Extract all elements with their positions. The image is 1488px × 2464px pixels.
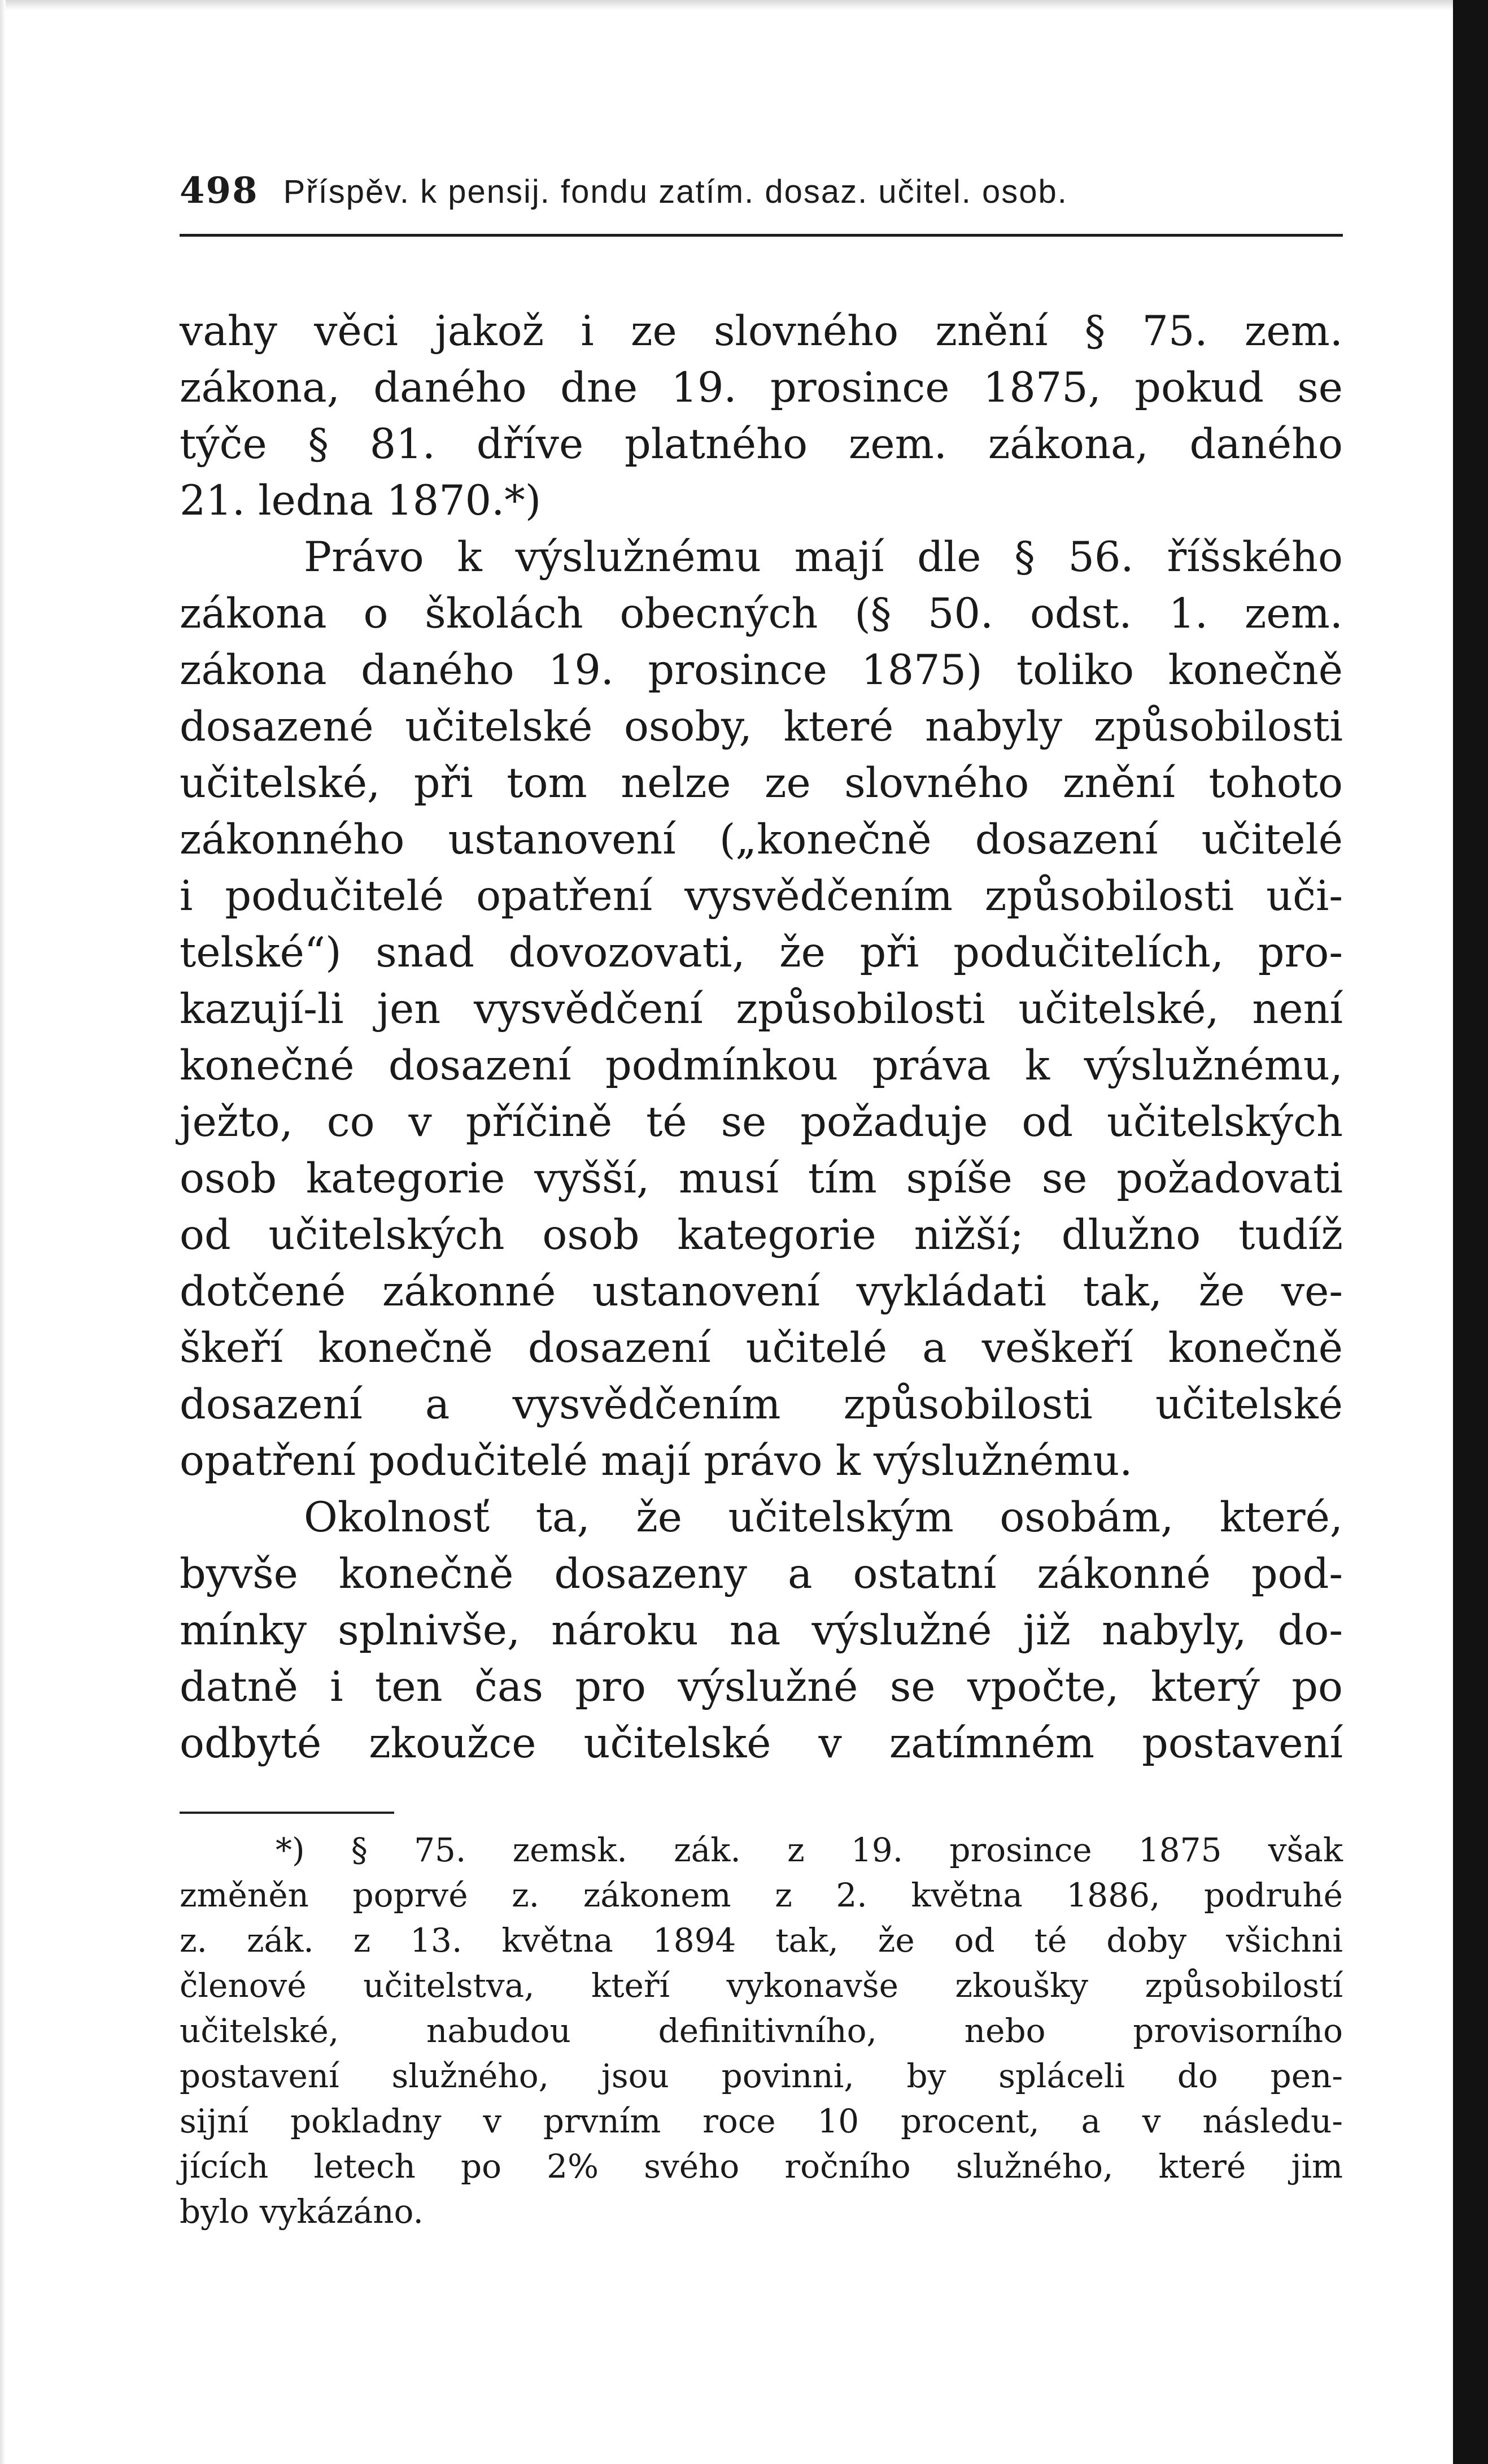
footnote-line: jících letech po 2% svého ročního služného, které jim	[180, 2147, 1343, 2186]
text-line: od učitelských osob kategorie nižší; dlužno tudíž	[180, 1211, 1343, 1259]
text-line: telské“) snad dovozovati, že při podučitelích, pro-	[180, 929, 1343, 977]
text-line: týče § 81. dříve platného zem. zákona, daného	[180, 420, 1343, 468]
scan-top-edge	[0, 0, 1488, 10]
text-line: dosazené učitelské osoby, které nabyly způsobilosti	[180, 703, 1343, 751]
text-line: Právo k výslužnému mají dle § 56. říšského	[304, 533, 1343, 581]
text-line: zákona o školách obecných (§ 50. odst. 1. zem.	[180, 590, 1343, 638]
running-title: Příspěv. k pensij. fondu zatím. dosaz. učitel. osob.	[283, 173, 1068, 210]
text-line: i podučitelé opatření vysvědčením způsobilosti uči-	[180, 872, 1343, 920]
text-line: Okolnosť ta, že učitelským osobám, které,	[304, 1494, 1343, 1542]
text-line: osob kategorie vyšší, musí tím spíše se požadovati	[180, 1155, 1343, 1203]
page-number: 498	[180, 169, 259, 212]
text-line: zákona daného 19. prosince 1875) toliko konečně	[180, 646, 1343, 694]
footnote-line: sijní pokladny v prvním roce 10 procent, a v následu-	[180, 2102, 1343, 2140]
running-head	[180, 169, 1343, 237]
main-text	[180, 303, 1343, 1772]
text-line: 21. ledna 1870.*)	[180, 477, 542, 525]
footnote-line: *) § 75. zemsk. zák. z 19. prosince 1875 však	[276, 1831, 1343, 1869]
text-line: učitelské, při tom nelze ze slovného znění tohoto	[180, 759, 1343, 807]
text-line: zákona, daného dne 19. prosince 1875, pokud se	[180, 364, 1343, 412]
footnote-line: postavení služného, jsou povinni, by spláceli do pen-	[180, 2057, 1343, 2095]
text-line: škeří konečně dosazení učitelé a veškeří konečně	[180, 1324, 1343, 1372]
footnote-rule	[180, 1812, 394, 1814]
text-line: ježto, co v příčině té se požaduje od učitelských	[180, 1098, 1343, 1146]
text-line: byvše konečně dosazeny a ostatní zákonné pod-	[180, 1550, 1343, 1598]
book-page	[180, 169, 1343, 2406]
footnote	[180, 1827, 1343, 2234]
text-line: opatření podučitelé mají právo k výslužnému.	[180, 1437, 1133, 1485]
text-line: zákonného ustanovení („konečně dosazení učitelé	[180, 816, 1343, 864]
header-rule	[180, 234, 1343, 237]
scan-right-border	[1453, 0, 1488, 2464]
footnote-line: členové učitelstva, kteří vykonavše zkoušky způsobilostí	[180, 1966, 1343, 2005]
text-line: dosazení a vysvědčením způsobilosti učitelské	[180, 1381, 1343, 1429]
scan-left-edge	[0, 0, 6, 2464]
footnote-line: bylo vykázáno.	[180, 2192, 424, 2231]
text-line: dotčené zákonné ustanovení vykládati tak, že ve-	[180, 1268, 1343, 1316]
footnote-line: z. zák. z 13. května 1894 tak, že od té doby všichni	[180, 1921, 1343, 1960]
text-line: konečné dosazení podmínkou práva k výslužnému,	[180, 1042, 1343, 1090]
footnote-line: změněn poprvé z. zákonem z 2. května 1886, podruhé	[180, 1876, 1343, 1914]
text-line: odbyté zkoužce učitelské v zatímném postavení	[180, 1719, 1343, 1768]
text-line: vahy věci jakož i ze slovného znění § 75. zem.	[180, 307, 1343, 355]
text-line: kazují-li jen vysvědčení způsobilosti učitelské, není	[180, 985, 1343, 1033]
text-line: datně i ten čas pro výslužné se vpočte, který po	[180, 1663, 1343, 1711]
footnote-line: učitelské, nabudou definitivního, nebo provisorního	[180, 2012, 1343, 2050]
text-line: mínky splnivše, nároku na výslužné již nabyly, do-	[180, 1607, 1343, 1655]
